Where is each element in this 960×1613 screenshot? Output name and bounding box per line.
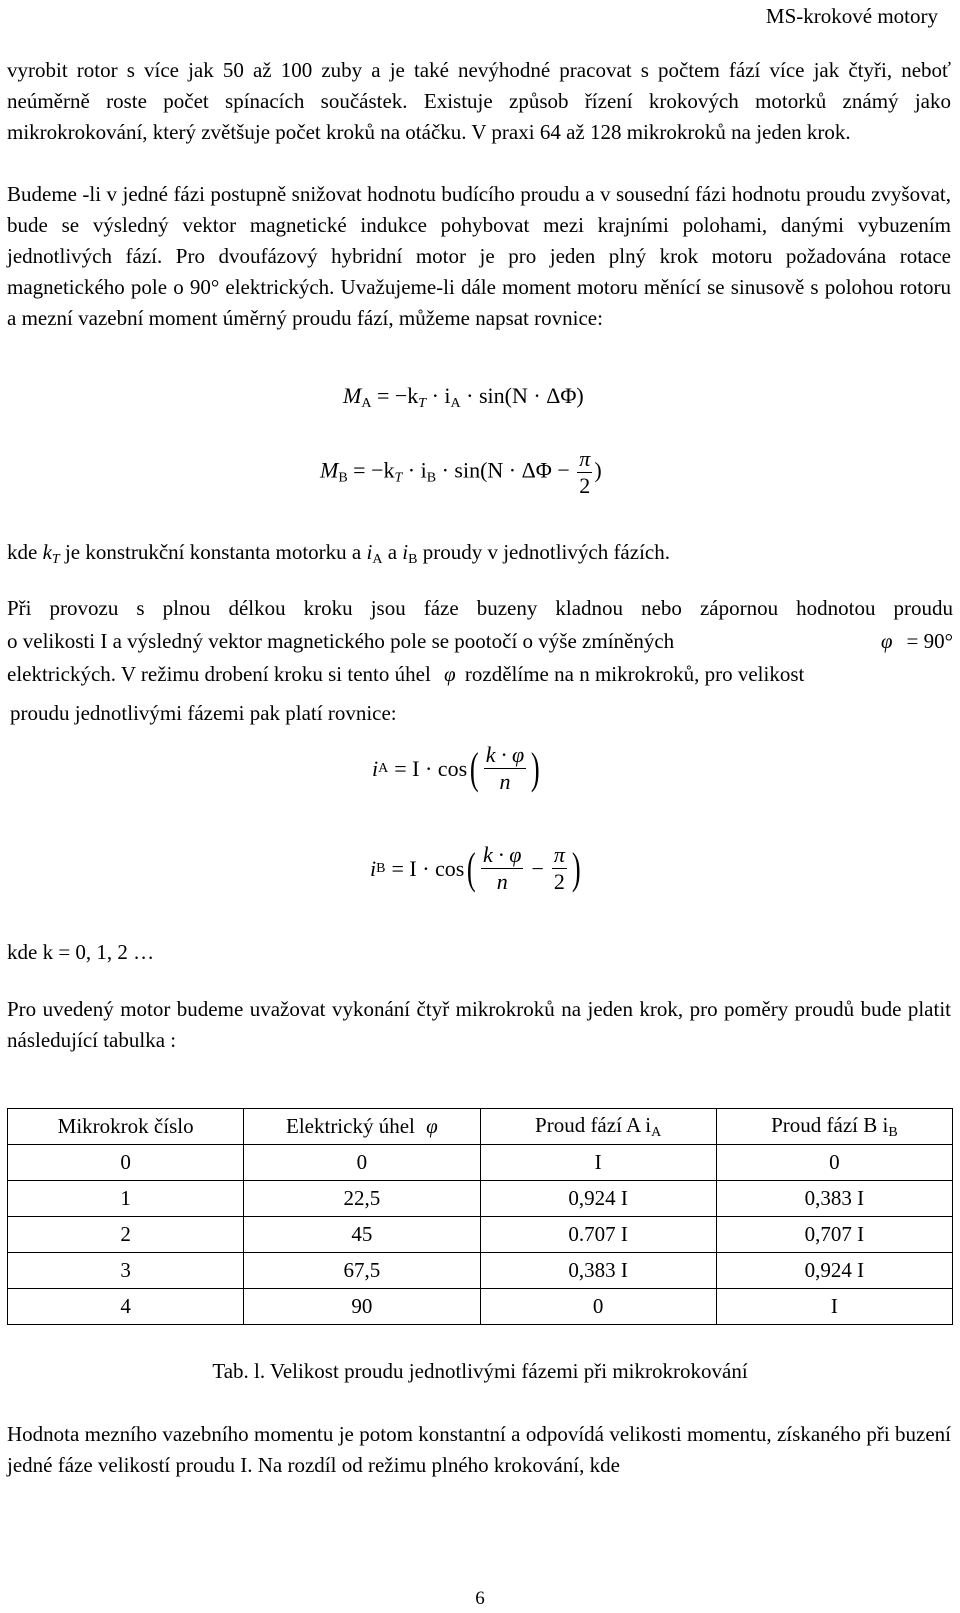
- table-row: [8, 1145, 953, 1181]
- table-row: [8, 1181, 953, 1217]
- table-cell: 0,383 I: [716, 1181, 952, 1217]
- text: rozdělíme na n mikrokroků, pro velikost: [464, 662, 805, 686]
- eq-part: · i: [431, 383, 451, 408]
- table-cell: 0: [716, 1145, 952, 1181]
- frac-num: k · φ: [483, 842, 522, 867]
- table-cell: 0: [244, 1145, 480, 1181]
- eq-sub: T: [418, 396, 427, 411]
- symbol-i: i: [402, 540, 409, 564]
- sub-b: B: [408, 552, 418, 567]
- paragraph-5: Hodnota mezního vazebního momentu je potom konstantní a odpovídá velikosti momentu, získaného při buzení jedné fáze velikostí proudu I. Na rozdíl od režimu plného krokování, kde: [7, 1422, 951, 1477]
- table-cell: 0,383 I: [480, 1253, 716, 1289]
- eq-sub: B: [376, 860, 386, 876]
- table-caption: Tab. l. Velikost proudu jednotlivými fázemi při mikrokrokování: [212, 1359, 748, 1383]
- text: kde: [7, 540, 43, 564]
- page-number: 6: [475, 1588, 485, 1609]
- eq-sub: A: [450, 396, 461, 411]
- text: = 90°: [906, 629, 953, 653]
- text: elektrických. V režimu drobení kroku si tento úhel: [7, 662, 431, 686]
- eq-part: = −k: [353, 457, 395, 483]
- text-line: [7, 626, 953, 657]
- table-header-cell: [480, 1109, 716, 1145]
- frac-num: π: [553, 842, 565, 867]
- eq-sub: B: [426, 470, 437, 486]
- eq-sub: T: [394, 470, 403, 486]
- table-cell: 0.707 I: [480, 1217, 716, 1253]
- table-cell: 1: [8, 1181, 244, 1217]
- table-cell: 22,5: [244, 1181, 480, 1217]
- frac-den: n: [481, 868, 523, 895]
- eq-symbol: i: [372, 755, 379, 781]
- table-row: [8, 1253, 953, 1289]
- eq-part: = I · cos: [391, 855, 465, 881]
- right-paren: ): [571, 844, 581, 893]
- eq-part: −: [531, 855, 544, 881]
- table-header-cell: [8, 1109, 244, 1145]
- table-cell: 2: [8, 1217, 244, 1253]
- sub-t: T: [51, 552, 60, 567]
- table-row: [8, 1289, 953, 1325]
- symbol-k: k: [42, 540, 52, 564]
- table-cell: 0,924 I: [716, 1253, 952, 1289]
- phi-symbol: φ: [426, 1114, 438, 1138]
- equation-mb: [320, 446, 602, 499]
- eq-part: · i: [407, 457, 427, 483]
- paragraph-2: Budeme -li v jedné fázi postupně snižovat hodnotu budícího proudu a v sousední fázi hodnotu proudu zvyšovat, bude se výsledný vektor magnetické indukce pohybovat mezi krajními polohami, danými vybuzením jednotlivých fází. Pro dvoufázový hybridní motor je pro jeden plný krok motoru požadována rotace magnetického pole o 90° elektrických. Uvažujeme-li dále moment motoru měnící se sinusově s polohou rotoru a mezní vazební moment úměrný proudu fází, můžeme napsat rovnice:: [7, 182, 951, 330]
- fraction-k-phi-over-n: [484, 742, 526, 795]
- table-row: [8, 1217, 953, 1253]
- eq-part: · sin(N · ΔΦ −: [441, 457, 570, 483]
- table-cell: 3: [8, 1253, 244, 1289]
- text: o velikosti I a výsledný vektor magnetického pole se pootočí o výše zmíněných: [7, 629, 675, 653]
- fraction-k-phi-over-n: [481, 842, 523, 895]
- text: a: [382, 540, 403, 564]
- left-paren: (: [467, 844, 477, 893]
- eq-sub: A: [378, 760, 389, 776]
- equation-ib: [370, 842, 584, 895]
- frac-den: 2: [577, 472, 592, 499]
- header-text: Proud fází A i: [535, 1112, 652, 1137]
- text-line: Při provozu s plnou délkou kroku jsou fáze buzeny kladnou nebo zápornou hodnotou proudu: [7, 596, 953, 620]
- fraction-pi-over-2: [577, 446, 592, 499]
- frac-num: k · φ: [485, 742, 525, 767]
- left-paren: (: [470, 744, 479, 793]
- eq-part: · sin(N · ΔΦ): [466, 383, 584, 408]
- table-cell: 0,924 I: [480, 1181, 716, 1217]
- eq-symbol: M: [343, 383, 362, 408]
- table-cell: 0: [480, 1289, 716, 1325]
- table-cell: 0,707 I: [716, 1217, 952, 1253]
- phi-symbol: φ: [444, 662, 456, 686]
- frac-num: π: [579, 446, 591, 471]
- right-paren: ): [531, 744, 540, 793]
- eq-part: = I · cos: [394, 755, 468, 781]
- paragraph-3: [7, 593, 953, 729]
- header-sub: A: [651, 1124, 662, 1140]
- eq-symbol: M: [320, 457, 339, 483]
- microstep-table: [7, 1108, 953, 1325]
- kde-line-1: [7, 537, 670, 575]
- paragraph-4: Pro uvedený motor budeme uvažovat vykonání čtyř mikrokroků na jeden krok, pro poměry proudů bude platit následující tabulka :: [7, 997, 951, 1052]
- equation-ma: [343, 383, 584, 412]
- table-header-row: [8, 1109, 953, 1145]
- header-sub: B: [888, 1124, 898, 1140]
- page-header: MS-krokové motory: [765, 4, 938, 28]
- eq-part: = −k: [376, 383, 419, 408]
- table-cell: 4: [8, 1289, 244, 1325]
- table-cell: I: [716, 1289, 952, 1325]
- phi-symbol: φ: [880, 629, 893, 653]
- symbol-i: i: [366, 540, 373, 564]
- frac-den: n: [484, 768, 526, 795]
- table-cell: 0: [8, 1145, 244, 1181]
- text: proudy v jednotlivých fázích.: [417, 540, 670, 564]
- equation-ia: [372, 742, 543, 795]
- table-header-cell: [716, 1109, 952, 1145]
- frac-den: 2: [552, 868, 567, 895]
- kde-line-2: kde k = 0, 1, 2 …: [7, 940, 155, 964]
- sub-a: A: [372, 552, 383, 567]
- header-text: Mikrokrok číslo: [57, 1114, 194, 1138]
- text-line: [7, 659, 953, 690]
- text: je konstrukční konstanta motorku a: [59, 540, 367, 564]
- table-header-cell: [244, 1109, 480, 1145]
- table-cell: 90: [244, 1289, 480, 1325]
- table-cell: I: [480, 1145, 716, 1181]
- eq-symbol: i: [370, 855, 377, 881]
- text-line: proudu jednotlivými fázemi pak platí rovnice:: [10, 701, 397, 725]
- fraction-pi-over-2: [552, 842, 567, 895]
- table-cell: 45: [244, 1217, 480, 1253]
- eq-sub: A: [361, 396, 372, 411]
- header-text: Proud fází B i: [771, 1112, 889, 1137]
- header-text: Elektrický úhel: [286, 1114, 415, 1138]
- text-group: [881, 626, 953, 657]
- eq-sub: B: [338, 470, 348, 486]
- paragraph-1: vyrobit rotor s více jak 50 až 100 zuby a je také nevýhodné pracovat s počtem fází více jak čtyři, neboť neúměrně roste počet spínacích součástek. Existuje způsob řízení krokových motorků známý jako mikrokrokování, který zvětšuje počet kroků na otáčku. V praxi 64 až 128 mikrokroků na jeden krok.: [7, 58, 951, 144]
- table-cell: 67,5: [244, 1253, 480, 1289]
- eq-part: ): [594, 457, 602, 483]
